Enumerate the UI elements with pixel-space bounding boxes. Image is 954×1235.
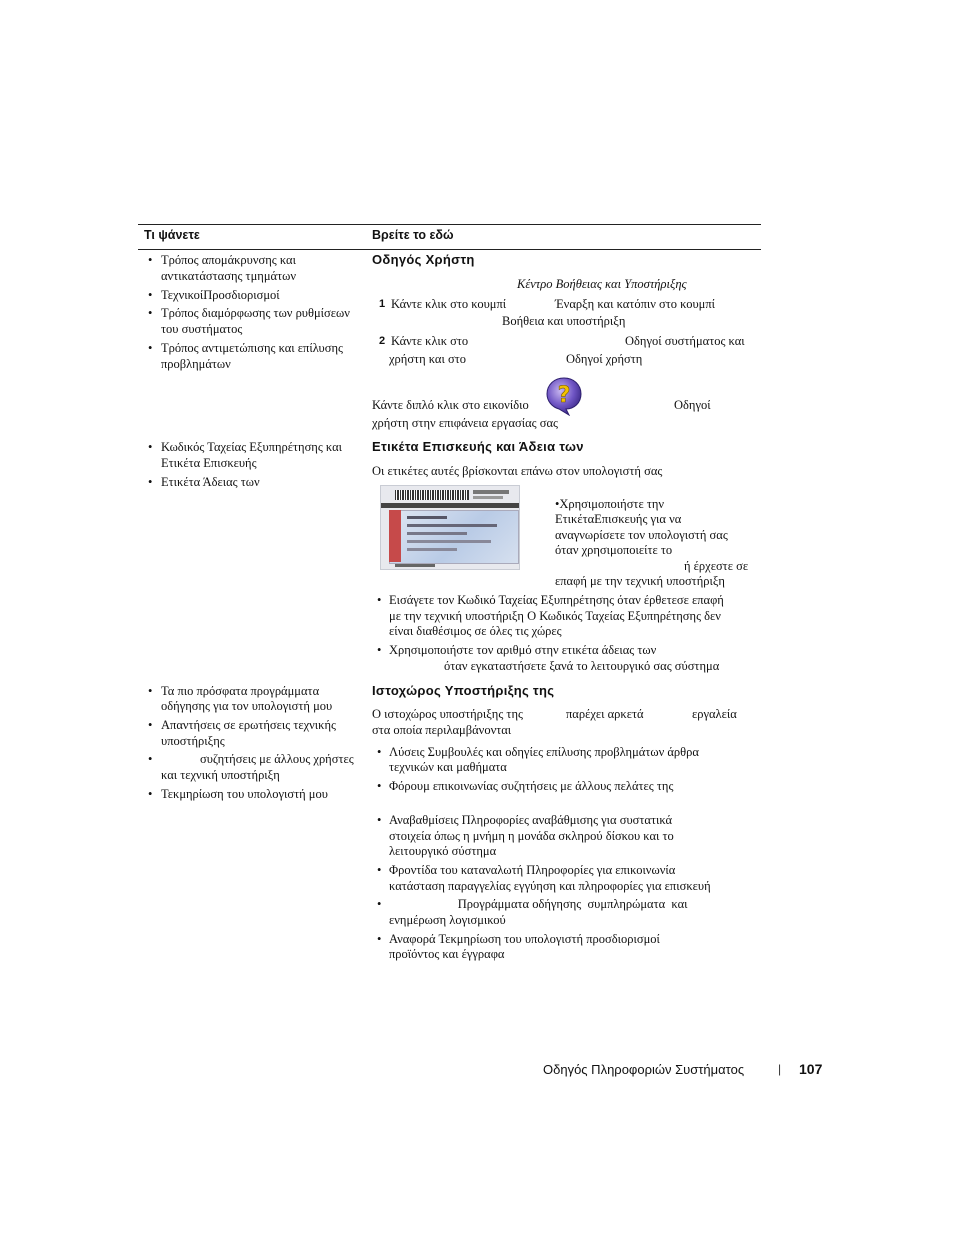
list-item: Ετικέτα Άδειας των [161,475,260,489]
list-item: προϊόντος και έγγραφα [389,947,505,961]
table-top-rule [138,224,761,225]
double-click-text: Κάντε διπλό κλικ στο εικονίδιο [372,398,529,412]
step-text: Έναρξη και κατόπιν στο κουμπί [555,297,716,311]
list-item: Κωδικός Ταχείας Εξυπηρέτησης και [161,440,343,454]
list-item: συζητήσεις με άλλους χρήστες [200,752,354,766]
step-number: 2 [379,335,386,347]
footer-title: Οδηγός Πληροφοριών Συστήματος [543,1062,745,1077]
list-item: τεχνικών και μαθήματα [389,760,507,774]
list-item: Απαντήσεις σε ερωτήσεις τεχνικής [161,718,336,732]
list-item: Τεκμηρίωση του υπολογιστή μου [161,787,328,801]
list-item: υποστήριξης [161,734,225,748]
list-item: Φροντίδα του καταναλωτή Πληροφορίες για επικοινωνία [389,863,676,877]
list-item: Χρησιμοποιήστε τον αριθμό στην ετικέτα άδειας των [389,643,657,657]
section-title-service-tag: Ετικέτα Επισκευής και Άδεια των [372,439,584,454]
list-item: Εισάγετε τον Κωδικό Ταχείας Εξυπηρέτησης όταν έρθετεσε επαφή [389,593,724,607]
list-bullet: • [148,440,153,454]
list-item: Τα πιο πρόσφατα προγράμματα [161,684,320,698]
label-note-line: αναγνωρίσετε τον υπολογιστή σας [555,528,728,542]
list-bullet: • [148,306,153,320]
list-item: και τεχνική υποστήριξη [161,768,280,782]
label-note-line: ΕτικέταΕπισκευής για να [555,512,682,526]
step-text: Κάντε κλικ στο [391,334,469,348]
step-number: 1 [379,298,386,310]
label-note-line: όταν χρησιμοποιείτε το [555,543,673,557]
list-bullet: • [148,288,153,302]
double-click-text: Οδηγοί [674,398,711,412]
support-intro: παρέχει αρκετά [566,707,644,721]
list-item: όταν εγκαταστήσετε ξανά το λειτουργικό σας σύστημα [444,659,720,673]
list-item: με την τεχνική υποστήριξη Ο Κωδικός Ταχείας Εξυπηρέτησης δεν [389,609,721,623]
page-number: 107 [799,1061,823,1077]
list-bullet: • [377,932,382,946]
list-bullet: • [377,593,382,607]
list-bullet: • [148,752,153,766]
list-bullet: • [148,475,153,489]
footer-separator: | [778,1062,782,1076]
list-bullet: • [148,253,153,267]
service-tag-label-image [380,485,520,570]
list-bullet: • [377,643,382,657]
list-item: οδήγησης για τον υπολογιστή μου [161,699,333,713]
list-item: ΤεχνικοίΠροσδιορισμοί [161,288,280,302]
step-text: Οδηγοί συστήματος και [625,334,745,348]
labels-intro: Οι ετικέτες αυτές βρίσκονται επάνω στον υπολογιστή σας [372,464,663,478]
list-bullet: • [377,779,382,793]
list-item: λειτουργικό σύστημα [389,844,497,858]
list-item: Λύσεις Συμβουλές και οδηγίες επίλυσης προβλημάτων άρθρα [389,745,699,759]
list-item: Ετικέτα Επισκευής [161,456,257,470]
step-text: Οδηγοί χρήστη [566,352,643,366]
list-item: Τρόπος αντιμετώπισης και επίλυσης [161,341,343,355]
list-item: Φόρουμ επικοινωνίας συζητήσεις με άλλους πελάτες της [389,779,674,793]
list-item: Τρόπος απομάκρυνσης και [161,253,296,267]
list-item: Τρόπος διαμόρφωσης των ρυθμίσεων [161,306,350,320]
label-note-line: επαφή με την τεχνική υποστήριξη [555,574,725,588]
list-bullet: • [148,341,153,355]
step-text: Κάντε κλικ στο κουμπί [391,297,507,311]
list-item: ενημέρωση λογισμικού [389,913,506,927]
list-bullet: • [377,897,382,911]
list-item: Προγράμματα οδήγησης συμπληρώματα και [389,897,688,911]
list-bullet: • [148,787,153,801]
list-item: προβλημάτων [161,357,231,371]
double-click-text: χρήστη στην επιφάνεια εργασίας σας [372,416,558,430]
list-item: στοιχεία όπως η μνήμη η μονάδα σκληρού δίσκου και το [389,829,674,843]
column-header-what: Τι ψάνετε [144,228,200,242]
section-title-user-guide: Οδηγός Χρήστη [372,252,475,267]
list-bullet: • [148,684,153,698]
list-item: Αναφορά Τεκμηρίωση του υπολογιστή προσδιορισμοί [389,932,660,946]
support-intro: Ο ιστοχώρος υποστήριξης της [372,707,523,721]
column-header-where: Βρείτε το εδώ [372,228,454,242]
step-text: χρήστη και στο [389,352,466,366]
section-title-support-site: Ιστοχώρος Υποστήριξης της [372,683,555,698]
list-item: του συστήματος [161,322,243,336]
list-item: είναι διαθέσιμος σε όλες τις χώρες [389,624,562,638]
list-bullet: • [377,863,382,877]
step-text: Βοήθεια και υποστήριξη [502,314,626,328]
list-item: Αναβαθμίσεις Πληροφορίες αναβάθμισης για συστατικά [389,813,673,827]
svg-text:?: ? [557,383,571,408]
list-item: αντικατάστασης τμημάτων [161,269,296,283]
support-intro: εργαλεία [692,707,737,721]
list-bullet: • [148,718,153,732]
label-note-line: •Χρησιμοποιήστε την [555,497,665,511]
list-bullet: • [377,813,382,827]
support-intro: στα οποία περιλαμβάνονται [372,723,512,737]
list-item: κατάσταση παραγγελίας εγγύηση και πληροφορίες για επισκευή [389,879,711,893]
question-mark-help-icon [545,376,583,416]
list-bullet: • [377,745,382,759]
label-note-line: ή έρχεστε σε [684,559,749,573]
table-header-rule [138,249,761,250]
help-center-label: Κέντρο Βοήθειας και Υποστήριξης [517,277,687,291]
